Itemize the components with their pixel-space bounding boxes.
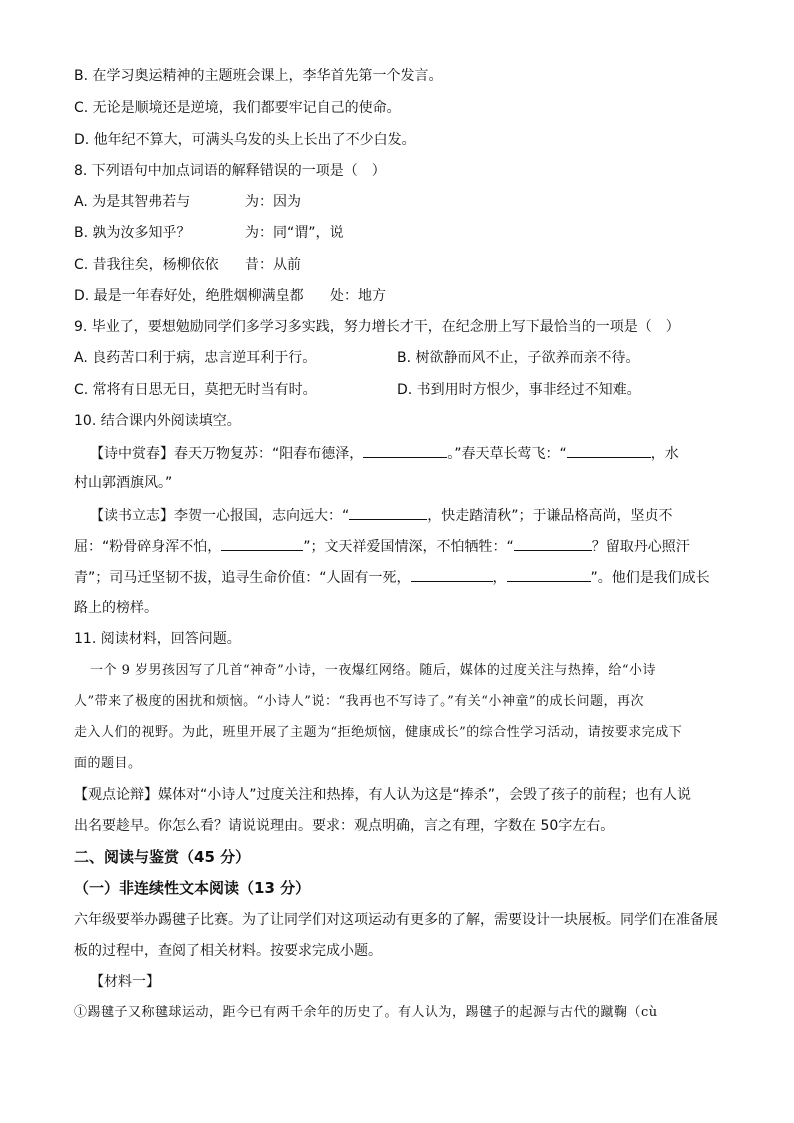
q9-option-a: A. 良药苦口利于病，忠言逆耳利于行。 [74,350,317,366]
q10-text: ？留取丹心照汗 [591,539,690,555]
q9-option-b: B. 树欲静而风不止，子欲养而亲不待。 [397,350,640,366]
q10-poem-spring-line2: 村山郭酒旗风。” [74,475,173,491]
fill-blank[interactable] [363,443,447,458]
q10-text: 青”；司马迁坚韧不拔，追寻生命价值：“人固有一死， [74,570,411,586]
q8-option-a: A. 为是其智弗若与 [74,194,191,210]
q7-option-b: B. 在学习奥运精神的主题班会课上，李华首先第一个发言。 [74,68,443,84]
q8-option-d-gloss: 处：地方 [330,288,386,304]
q8-option-d: D. 最是一年春好处，绝胜烟柳满皇都 [74,288,304,304]
section-title: 二、阅读与鉴赏（45 分） [74,848,251,866]
fill-blank[interactable] [514,536,592,551]
q10-reading-line2 [74,536,690,557]
q9-stem: 9. 毕业了，要想勉励同学们多学习多实践，努力增长才干，在纪念册上写下最恰当的一项是（ ） [74,319,680,335]
q10-text: ，快走踏清秋”；于谦品格高尚，坚贞不 [427,508,673,524]
q11-material-line2: 人”带来了极度的困扰和烦恼。“小诗人”说：“我再也不写诗了。”有关“小神童”的成长问题，再次 [74,694,645,709]
q8-option-c-gloss: 昔：从前 [245,257,301,273]
q8-option-c: C. 昔我往矣，杨柳依依 [74,257,219,273]
q10-text: 。”春天草长莺飞：“ [447,446,567,462]
q8-option-a-gloss: 为：因为 [245,194,301,210]
q10-text: 屈：“粉骨碎身浑不怕， [74,539,222,555]
material-paragraph: ①踢毽子又称毽球运动，距今已有两千余年的历史了。有人认为，踢毽子的起源与古代的蹴鞠（cù [74,1005,658,1020]
q11-stem: 11. 阅读材料，回答问题。 [74,631,241,647]
q10-reading-line1 [90,505,673,526]
fill-blank[interactable] [221,536,303,551]
q11-task-line1: 【观点论辩】媒体对“小诗人”过度关注和热捧，有人认为这是“捧杀”，会毁了孩子的前程；也有人说 [74,787,692,803]
q9-option-c: C. 常将有日思无日，莫把无时当有时。 [74,382,317,398]
q10-text: ， [492,570,507,586]
q11-material-line1: 一个 9 岁男孩因写了几首“神奇”小诗，一夜爆红网络。随后，媒体的过度关注与热捧，给“小诗 [90,663,656,678]
q11-material-line3: 走入人们的视野。为此，班里开展了主题为“拒绝烦恼，健康成长”的综合性学习活动，请按要求完成下 [74,725,683,740]
q10-text: ，水 [650,446,679,462]
q8-stem: 8. 下列语句中加点词语的解释错误的一项是（ ） [74,163,386,179]
material-label: 【材料一】 [90,974,160,990]
q9-option-d: D. 书到用时方恨少，事非经过不知难。 [397,382,641,398]
section-intro-line1: 六年级要举办踢毽子比赛。为了让同学们对这项运动有更多的了解，需要设计一块展板。同学们在准备展 [74,912,718,928]
q11-task-line2: 出名要趁早。你怎么看？请说说理由。要求：观点明确，言之有理，字数在 50字左右。 [74,818,615,834]
subsection-title: （一）非连续性文本阅读（13 分） [74,879,311,897]
q11-material-line4: 面的题目。 [74,756,142,771]
q10-poem-spring-line1 [90,443,679,464]
fill-blank[interactable] [349,505,427,520]
q10-text: ”。他们是我们成长 [590,570,710,586]
q8-option-b: B. 孰为汝多知乎？ [74,225,191,241]
q10-text: ”；文天祥爱国情深，不怕牺牲：“ [303,539,514,555]
fill-blank[interactable] [507,567,591,582]
q10-text: 【诗中赏春】春天万物复苏：“阳春布德泽， [90,446,364,462]
q10-stem: 10. 结合课内外阅读填空。 [74,413,241,429]
q7-option-c: C. 无论是顺境还是逆境，我们都要牢记自己的使命。 [74,100,401,116]
q10-text: 【读书立志】李贺一心报国，志向远大：“ [90,508,350,524]
q7-option-d: D. 他年纪不算大，可满头乌发的头上长出了不少白发。 [74,132,416,148]
q8-option-b-gloss: 为：同“谓”，说 [245,225,344,241]
fill-blank[interactable] [411,567,493,582]
q10-reading-line4: 路上的榜样。 [74,600,158,616]
section-intro-line2: 板的过程中，查阅了相关材料。按要求完成小题。 [74,943,382,959]
q10-reading-line3 [74,567,710,588]
fill-blank[interactable] [567,443,651,458]
